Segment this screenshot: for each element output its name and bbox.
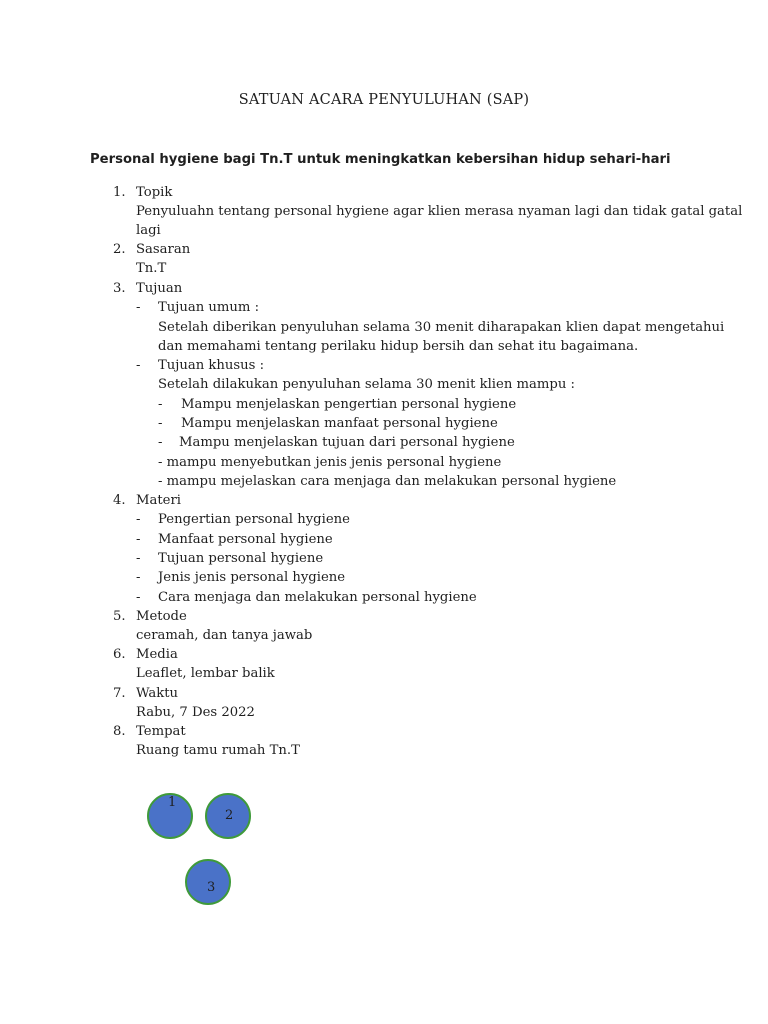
document-subtitle: Personal hygiene bagi Tn.T untuk meningkatkan kebersihan hidup sehari-hari [90, 152, 671, 167]
list-dash: - [136, 551, 141, 566]
section-number: 8. [113, 724, 126, 739]
materi-item: Tujuan personal hygiene [158, 551, 324, 566]
tujuan-khusus-intro: Setelah dilakukan penyuluhan selama 30 menit klien mampu : [158, 377, 575, 392]
circle-label: 1 [168, 795, 177, 810]
topik-text: lagi [136, 223, 161, 238]
section-number: 1. [113, 185, 126, 200]
section-heading-tujuan: Tujuan [136, 281, 183, 296]
circle-label: 2 [225, 808, 234, 823]
section-heading-materi: Materi [136, 493, 181, 508]
tujuan-umum-text: Setelah diberikan penyuluhan selama 30 menit diharapakan klien dapat mengetahui [158, 320, 725, 335]
section-heading-sasaran: Sasaran [136, 242, 191, 257]
tujuan-umum-text: dan memahami tentang perilaku hidup bersih dan sehat itu bagaimana. [158, 339, 639, 354]
materi-item: Jenis jenis personal hygiene [158, 570, 346, 585]
list-dash: - [136, 300, 141, 315]
waktu-text: Rabu, 7 Des 2022 [136, 705, 255, 720]
section-number: 3. [113, 281, 126, 296]
document-title: SATUAN ACARA PENYULUHAN (SAP) [238, 92, 530, 108]
section-heading-metode: Metode [136, 609, 187, 624]
sasaran-text: Tn.T [136, 261, 167, 276]
section-number: 4. [113, 493, 126, 508]
list-dash: - [136, 512, 141, 527]
circle-shape [205, 793, 251, 839]
tempat-text: Ruang tamu rumah Tn.T [136, 743, 300, 758]
tujuan-khusus-item: Mampu menjelaskan pengertian personal hygiene [181, 397, 517, 412]
list-dash: - [158, 435, 163, 450]
media-text: Leaflet, lembar balik [136, 666, 275, 681]
circle-label: 3 [207, 880, 216, 895]
metode-text: ceramah, dan tanya jawab [136, 628, 313, 643]
list-dash: - [136, 358, 141, 373]
tujuan-khusus-label: Tujuan khusus : [158, 358, 265, 373]
list-dash: - [158, 416, 163, 431]
tujuan-khusus-item: Mampu menjelaskan manfaat personal hygiene [181, 416, 498, 431]
tujuan-khusus-item: Mampu menjelaskan tujuan dari personal hygiene [179, 435, 515, 450]
section-number: 2. [113, 242, 126, 257]
list-dash: - [158, 397, 163, 412]
section-heading-waktu: Waktu [136, 686, 179, 701]
list-dash: - [136, 532, 141, 547]
section-heading-tempat: Tempat [136, 724, 186, 739]
list-dash: - [136, 570, 141, 585]
list-dash: - [136, 590, 141, 605]
section-number: 6. [113, 647, 126, 662]
section-number: 5. [113, 609, 126, 624]
tujuan-umum-label: Tujuan umum : [158, 300, 260, 315]
materi-item: Manfaat personal hygiene [158, 532, 333, 547]
section-heading-media: Media [136, 647, 178, 662]
section-number: 7. [113, 686, 126, 701]
section-heading-topik: Topik [136, 185, 173, 200]
topik-text: Penyuluahn tentang personal hygiene agar klien merasa nyaman lagi dan tidak gatal gatal [136, 204, 743, 219]
materi-item: Cara menjaga dan melakukan personal hygiene [158, 590, 477, 605]
circle-shape [185, 859, 231, 905]
materi-item: Pengertian personal hygiene [158, 512, 350, 527]
circle-shape [147, 793, 193, 839]
tujuan-khusus-item: - mampu mejelaskan cara menjaga dan melakukan personal hygiene [158, 474, 617, 489]
tujuan-khusus-item: - mampu menyebutkan jenis jenis personal hygiene [158, 455, 502, 470]
